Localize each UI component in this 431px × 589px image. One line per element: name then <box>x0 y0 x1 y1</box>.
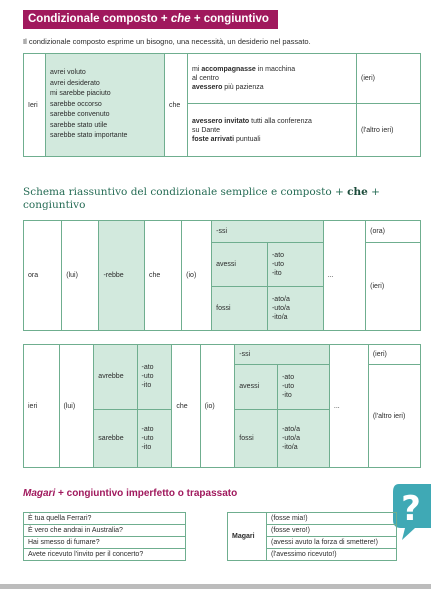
schema-heading: Schema riassuntivo del condizionale semplice e composto + che + congiuntivo <box>23 186 380 211</box>
io-cell: (io) <box>200 345 235 468</box>
table-questions <box>23 512 186 561</box>
endings-cell: -ato -uto -ito <box>137 409 172 467</box>
fossi-cell: fossi <box>235 409 278 467</box>
endings-cell: -ato -uto -ito <box>267 243 323 286</box>
answer-row: (fosse vero!) <box>267 525 397 537</box>
fossi-cell: fossi <box>212 286 268 330</box>
question-row: Hai smesso di fumare? <box>24 537 186 549</box>
rebbe-cell: -rebbe <box>99 221 144 331</box>
avrebbe-cell: avrebbe <box>94 345 137 410</box>
verb-item: mi sarebbe piaciuto <box>50 90 111 98</box>
intro-text: Il condizionale composto esprime un bisogno, una necessità, un desiderio nel passato. <box>23 37 311 46</box>
lui-cell: (lui) <box>59 345 94 468</box>
endings-cell: -ato -uto -ito <box>137 345 172 410</box>
dots-cell: ... <box>323 221 365 331</box>
lui-cell: (lui) <box>62 221 99 331</box>
time-altro-ieri: (l'altro ieri) <box>368 365 420 468</box>
verb-item: avrei voluto <box>50 69 86 77</box>
time-ieri: (ieri) <box>357 54 421 104</box>
avessi-cell: avessi <box>235 365 278 409</box>
time-ieri: (ieri) <box>366 243 421 331</box>
question-row: Avete ricevuto l'invito per il concerto? <box>24 549 186 561</box>
che-cell: che <box>144 221 181 331</box>
section-title: Condizionale composto + che + congiuntivo <box>23 10 278 29</box>
table-schema-semplice <box>23 220 421 331</box>
magari-heading: Magari + congiuntivo imperfetto o trapassato <box>23 488 238 499</box>
ssi-cell: -ssi <box>235 345 330 365</box>
che-cell: che <box>172 345 200 468</box>
endings-cell: -ato -uto -ito <box>278 365 330 409</box>
time-altro-ieri: (l'altro ieri) <box>357 104 421 157</box>
che-cell: che <box>165 54 188 157</box>
ieri-cell: Ieri <box>24 54 46 157</box>
dots-cell: ... <box>329 345 368 468</box>
answer-row: (fosse mia!) <box>267 513 397 525</box>
answer-row: (avessi avuto la forza di smettere!) <box>267 537 397 549</box>
verb-item: sarebbe occorso <box>50 100 102 108</box>
example-2: avessero invitato tutti alla conferenza su Dante foste arrivati puntuali <box>188 104 357 157</box>
example-1: mi accompagnasse in macchina al centro avessero più pazienza <box>188 54 357 104</box>
page-bottom-divider <box>0 584 431 589</box>
svg-text:?: ? <box>401 489 421 529</box>
io-cell: (io) <box>182 221 212 331</box>
question-row: È tua quella Ferrari? <box>24 513 186 525</box>
magari-cell: Magari <box>228 513 267 561</box>
time-ieri: (ieri) <box>368 345 420 365</box>
verb-list <box>46 54 165 157</box>
verb-item: avrei desiderato <box>50 79 100 87</box>
verb-item: sarebbe stato importante <box>50 132 128 140</box>
table-schema-composto <box>23 344 421 468</box>
endings-cell: -ato/a -uto/a -ito/a <box>267 286 323 330</box>
time-ora: (ora) <box>366 221 421 243</box>
table-condizionale-composto <box>23 53 421 157</box>
verb-item: sarebbe stato utile <box>50 121 108 129</box>
answer-row: (l'avessimo ricevuto!) <box>267 549 397 561</box>
ieri-cell: ieri <box>24 345 60 468</box>
ora-cell: ora <box>24 221 62 331</box>
avessi-cell: avessi <box>212 243 268 286</box>
question-row: È vero che andrai in Australia? <box>24 525 186 537</box>
table-answers <box>227 512 397 561</box>
ssi-cell: -ssi <box>212 221 324 243</box>
sarebbe-cell: sarebbe <box>94 409 137 467</box>
verb-item: sarebbe convenuto <box>50 111 110 119</box>
endings-cell: -ato/a -uto/a -ito/a <box>278 409 330 467</box>
